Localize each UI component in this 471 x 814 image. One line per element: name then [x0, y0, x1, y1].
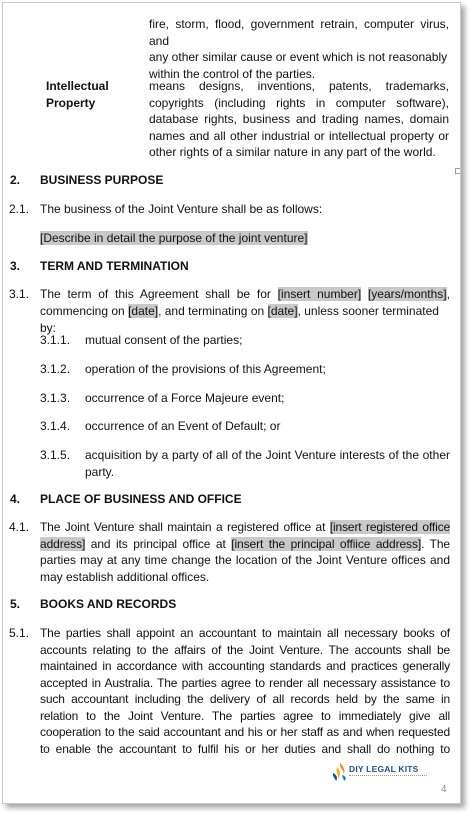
ip-term: Intellectual Property [46, 79, 109, 110]
clause-3-1-2-number: 3.1.2. [40, 362, 71, 376]
text-line: may establish additional offices. [40, 569, 210, 584]
clause-3-1-line-1: The term of this Agreement shall be for [insert number] [years/months], [40, 287, 450, 301]
text-line: to enable the accountant to fulfil his or her duties and shall do nothing to [40, 741, 450, 756]
text-line: party. [85, 464, 115, 479]
text-run: , unless sooner terminated by: [40, 304, 439, 335]
clause-3-1-4-number: 3.1.4. [40, 419, 71, 433]
text-line: parties may at any time change the location of the Joint Venture offices and [40, 553, 450, 567]
clause-3-1-3-text: occurrence of a Force Majeure event; [85, 391, 285, 405]
text-line [40, 536, 450, 553]
commencement-date-placeholder: [date] [128, 304, 159, 318]
years-months-placeholder: [years/months] [367, 287, 447, 301]
text-line: relation to the Joint Venture. The parties agree to immediately give all [40, 708, 450, 723]
termination-date-placeholder: [date] [267, 304, 298, 318]
insert-number-placeholder: [insert number] [277, 287, 362, 301]
force-majeure-definition-tail [149, 16, 449, 82]
text-line: maintained in accordance with accounting standards and practices generally [40, 659, 450, 673]
clause-4-1-number: 4.1. [9, 520, 30, 534]
margin-marker [455, 168, 461, 174]
section-3-number: 3. [10, 259, 21, 273]
text-line: acquisition by a party of all of the Joint Venture interests of the other [85, 448, 450, 462]
text-line: means designs, inventions, patents, trademarks, [149, 79, 449, 93]
clause-5-1-number: 5.1. [9, 626, 30, 640]
section-5-heading: BOOKS AND RECORDS [40, 597, 177, 611]
text-run: . The [421, 536, 451, 551]
clause-3-1-1-number: 3.1.1. [40, 333, 71, 347]
text-line: database rights, business and trading names, domain [149, 112, 449, 126]
clause-3-1-1-text: mutual consent of the parties; [85, 333, 243, 347]
page-number: 4 [441, 784, 447, 795]
text-line: The parties shall appoint an accountant to maintain all necessary books of [40, 626, 450, 640]
text-line: accepted in Australia. The parties agree to render all necessary assistance to [40, 675, 450, 690]
text-line: any other similar cause or event which is not reasonably [149, 50, 448, 64]
text-line: cooperation to the said accountant and his or her staff as and when requested [40, 725, 450, 739]
text-line: fire, storm, flood, government retrain, computer virus, and [149, 17, 449, 48]
text-run: , and terminating on [158, 304, 265, 318]
section-4-number: 4. [10, 492, 21, 506]
text-line: other rights of a similar nature in any part of the world. [149, 145, 436, 159]
clause-3-1-5-number: 3.1.5. [40, 448, 71, 462]
section-4-heading: PLACE OF BUSINESS AND OFFICE [40, 492, 242, 506]
text-run: The Joint Venture shall maintain a registered office at [40, 520, 326, 534]
text-line: names and all other industrial or intellectual property or [149, 128, 449, 143]
clause-2-1-text: The business of the Joint Venture shall be as follows: [40, 202, 323, 216]
logo-text: DIY LEGAL KITS [349, 764, 419, 774]
text-run: commencing on [40, 304, 125, 318]
text-line: such accountant including the delivery of all records held by the same in [40, 692, 450, 706]
logo-flame-icon [329, 761, 351, 783]
business-purpose-placeholder [40, 230, 308, 247]
text-line: copyrights (including rights in computer software), [149, 95, 449, 110]
section-5-number: 5. [10, 597, 21, 611]
document-page [2, 2, 461, 804]
section-3-heading: TERM AND TERMINATION [40, 259, 189, 273]
text-line: within the control of the parties. [149, 66, 316, 81]
clause-5-1-text [40, 625, 450, 757]
text-run: and its principal office at [90, 536, 226, 551]
clause-3-1-5-text [85, 447, 450, 480]
clause-3-1-2-text: operation of the provisions of this Agreement; [85, 362, 326, 376]
logo-tagline [349, 775, 427, 779]
text-line [40, 519, 450, 536]
registered-office-placeholder: [insert registered office [329, 520, 450, 534]
diy-legal-kits-logo [329, 761, 427, 783]
principal-office-placeholder: [insert the principal offiice address] [231, 536, 422, 551]
clause-2-1-number: 2.1. [9, 202, 30, 216]
clause-3-1-3-number: 3.1.3. [40, 391, 71, 405]
ip-definition [149, 78, 449, 161]
clause-3-1-number: 3.1. [9, 287, 30, 301]
clause-3-1-4-text: occurrence of an Event of Default; or [85, 419, 281, 433]
registered-office-placeholder-cont: address] [40, 536, 86, 551]
text-run: The term of this Agreement shall be for [40, 287, 271, 301]
section-2-number: 2. [10, 173, 21, 187]
text-line: accounts relating to the affairs of the Joint Venture. The accounts shall be [40, 642, 450, 657]
clause-4-1-text [40, 519, 450, 585]
placeholder-field: [Describe in detail the purpose of the joint venture] [40, 231, 308, 245]
section-2-heading: BUSINESS PURPOSE [40, 173, 164, 187]
